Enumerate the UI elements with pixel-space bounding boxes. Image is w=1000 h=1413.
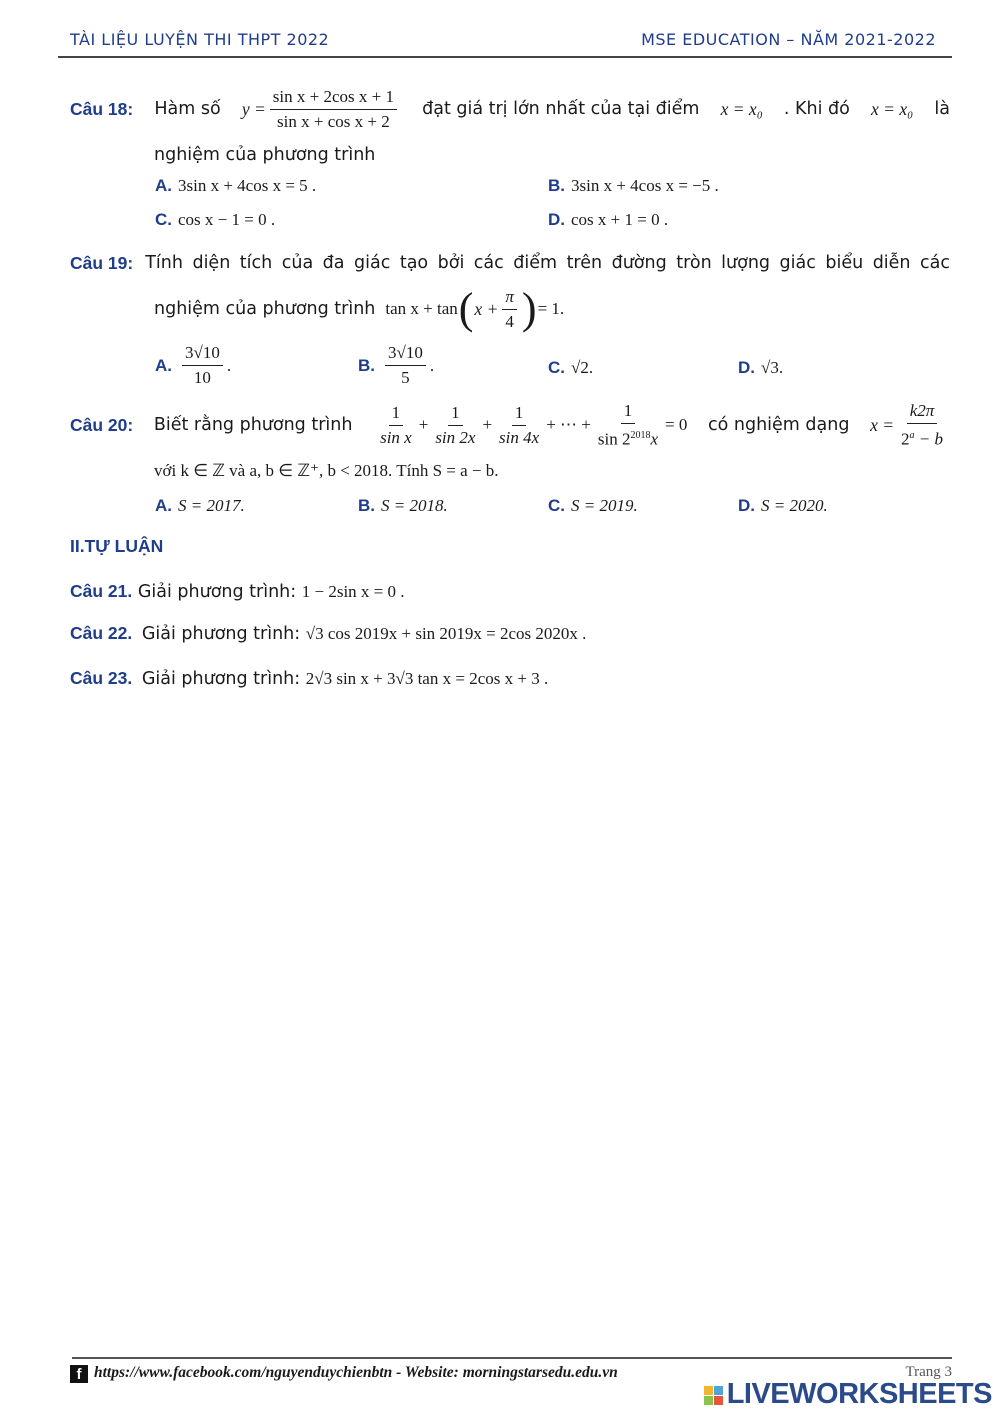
fraction-num: 1 — [448, 403, 463, 426]
q19-pi: π — [502, 287, 517, 310]
option-text: cos x − 1 = 0 . — [178, 210, 276, 229]
q21-label: Câu 21. — [70, 581, 133, 601]
q19-label: Câu 19: — [70, 253, 134, 273]
q20-frac-last — [595, 401, 661, 450]
q18-numerator: sin x + 2cos x + 1 — [270, 87, 397, 110]
q19-four: 4 — [505, 311, 514, 331]
fraction-num: k2π — [907, 401, 938, 424]
option-text: cos x + 1 = 0 . — [571, 210, 669, 229]
q20-text-2: có nghiệm dạng — [707, 415, 850, 435]
q23-equation: 2√3 sin x + 3√3 tan x = 2cos x + 3 . — [305, 669, 549, 688]
fraction-num: 3√10 — [385, 343, 426, 366]
header-left: TÀI LIỆU LUYỆN THI THPT 2022 — [70, 30, 330, 49]
q19-paren-left: ( — [458, 284, 474, 333]
option-letter: B. — [358, 355, 375, 375]
option-letter: C. — [548, 496, 565, 515]
q18-formula — [242, 87, 401, 132]
page-number: Trang 3 — [905, 1364, 952, 1380]
q22-label: Câu 22. — [70, 623, 133, 643]
option-fraction — [385, 343, 426, 388]
question-18 — [70, 86, 950, 165]
question-20 — [70, 400, 950, 480]
option-text: S = 2020. — [761, 496, 828, 515]
q20-x-eq: x = — [870, 415, 895, 435]
q23-text: Giải phương trình: — [141, 669, 301, 689]
den-base: 2 — [901, 429, 910, 449]
facebook-icon: f — [70, 1365, 88, 1383]
fraction-num: 1 — [621, 401, 636, 424]
question-22 — [70, 620, 950, 647]
liveworksheets-watermark — [704, 1378, 992, 1411]
q18-denominator: sin x + cos x + 2 — [277, 111, 390, 131]
q20-frac-2 — [432, 403, 478, 448]
q20-option-a[interactable] — [155, 494, 245, 518]
q18-x0-a: x = x₀ — [720, 99, 763, 119]
option-letter: B. — [548, 176, 565, 195]
option-text: 3sin x + 4cos x = 5 . — [178, 176, 317, 195]
q20-text-1: Biết rằng phương trình — [153, 415, 353, 435]
q19-option-d[interactable] — [738, 356, 783, 380]
fraction-num: 1 — [512, 403, 527, 426]
q18-text-1: Hàm số — [154, 99, 221, 119]
den-exp: a — [909, 429, 915, 441]
q19-option-b[interactable] — [358, 343, 434, 388]
q20-equation: $\frac{1}{\text{sin x}}$ + $\frac{1}{\sin 2x}$ + $\frac{1}{\sin 4x}$ + ⋯ + $\frac{1}{\sin 2^{2018}x}$ = 0 — [373, 401, 687, 450]
question-19 — [70, 250, 950, 333]
q20-solution-fraction — [898, 401, 946, 450]
q20-frac-1 — [377, 403, 415, 448]
option-text: S = 2018. — [381, 496, 448, 515]
q22-equation: √3 cos 2019x + sin 2019x = 2cos 2020x . — [305, 624, 587, 643]
fraction-den: sin x — [380, 427, 412, 447]
q19-line-1: Tính diện tích của đa giác tạo bởi các điểm trên đường tròn lượng giác biểu diễn các — [145, 253, 950, 273]
header-right: MSE EDUCATION – NĂM 2021-2022 — [641, 30, 936, 49]
q18-line-2: nghiệm của phương trình — [154, 145, 376, 165]
liveworksheets-logo-icon — [704, 1386, 723, 1405]
q18-text-2: đạt giá trị lớn nhất của tại điểm — [422, 99, 700, 119]
footer-link[interactable] — [70, 1364, 618, 1383]
q19-eq-b: = 1. — [537, 299, 565, 318]
q18-fraction — [270, 87, 397, 132]
watermark-text: LIVEWORKSHEETS — [726, 1378, 992, 1410]
den-rest: − b — [914, 429, 943, 449]
q23-label: Câu 23. — [70, 668, 133, 688]
option-letter: C. — [548, 358, 565, 377]
q18-option-c[interactable] — [155, 208, 275, 232]
den-x: x — [650, 429, 659, 449]
option-letter: A. — [155, 176, 172, 195]
question-21 — [70, 578, 950, 605]
header-divider — [58, 56, 952, 58]
option-letter: D. — [548, 210, 565, 229]
q18-text-4: là — [934, 99, 950, 119]
q21-text: Giải phương trình: — [137, 582, 297, 602]
q19-eq-in: x + — [474, 299, 499, 319]
q20-option-b[interactable] — [358, 494, 448, 518]
option-text: √2. — [571, 358, 594, 377]
q19-option-c[interactable] — [548, 356, 593, 380]
footer-divider — [72, 1357, 952, 1359]
fraction-num: 1 — [389, 403, 404, 426]
fraction-den: 10 — [193, 368, 211, 387]
fraction-den — [898, 424, 946, 450]
q19-line-2: nghiệm của phương trình — [154, 299, 376, 319]
q18-y: y = — [241, 99, 266, 119]
period: . — [429, 355, 435, 375]
den-base: sin 2 — [597, 429, 631, 449]
q19-line-2-row — [154, 284, 564, 334]
q20-eq0: = 0 — [665, 415, 688, 434]
q20-solution — [870, 401, 950, 450]
q18-x0-b: x = x₀ — [871, 99, 914, 119]
option-text: S = 2019. — [571, 496, 638, 515]
q18-text-3: . Khi đó — [783, 99, 850, 119]
q18-option-a[interactable] — [155, 174, 316, 198]
q19-option-a[interactable] — [155, 343, 231, 388]
fraction-num: 3√10 — [182, 343, 223, 366]
option-text: 3sin x + 4cos x = −5 . — [571, 176, 719, 195]
option-fraction — [182, 343, 223, 388]
fraction-den — [595, 424, 661, 450]
option-text: S = 2017. — [178, 496, 245, 515]
fraction-den: sin 2x — [435, 427, 476, 447]
period: . — [226, 355, 232, 375]
option-text: √3. — [761, 358, 784, 377]
q21-equation: 1 − 2sin x = 0 . — [301, 582, 405, 601]
option-letter: C. — [155, 210, 172, 229]
q19-pi-fraction — [502, 287, 517, 332]
den-exp: 2018 — [630, 429, 651, 441]
question-23 — [70, 665, 950, 692]
footer-link-text: https://www.facebook.com/nguyenduychienbtn - Website: morningstarsedu.edu.vn — [94, 1364, 618, 1381]
q20-dots: + ⋯ + — [546, 415, 591, 434]
fraction-den: 5 — [401, 368, 410, 387]
q19-eq-a: tan x + tan — [385, 299, 458, 318]
q20-line-2: với k ∈ ℤ và a, b ∈ ℤ⁺, b < 2018. Tính S = a − b. — [154, 461, 499, 480]
q22-text: Giải phương trình: — [141, 624, 301, 644]
q18-label: Câu 18: — [70, 99, 134, 119]
q18-option-b[interactable] — [548, 174, 719, 198]
q20-option-d[interactable] — [738, 494, 828, 518]
q18-option-d[interactable] — [548, 208, 668, 232]
section-heading: II.TỰ LUẬN — [70, 536, 164, 556]
option-letter: A. — [155, 355, 172, 375]
option-letter: D. — [738, 496, 755, 515]
option-letter: D. — [738, 358, 755, 377]
q19-paren-right: ) — [521, 284, 537, 333]
option-letter: A. — [155, 496, 172, 515]
q20-frac-3 — [496, 403, 542, 448]
option-letter: B. — [358, 496, 375, 515]
q20-option-c[interactable] — [548, 494, 638, 518]
q20-label: Câu 20: — [70, 415, 134, 435]
fraction-den: sin 4x — [499, 427, 540, 447]
